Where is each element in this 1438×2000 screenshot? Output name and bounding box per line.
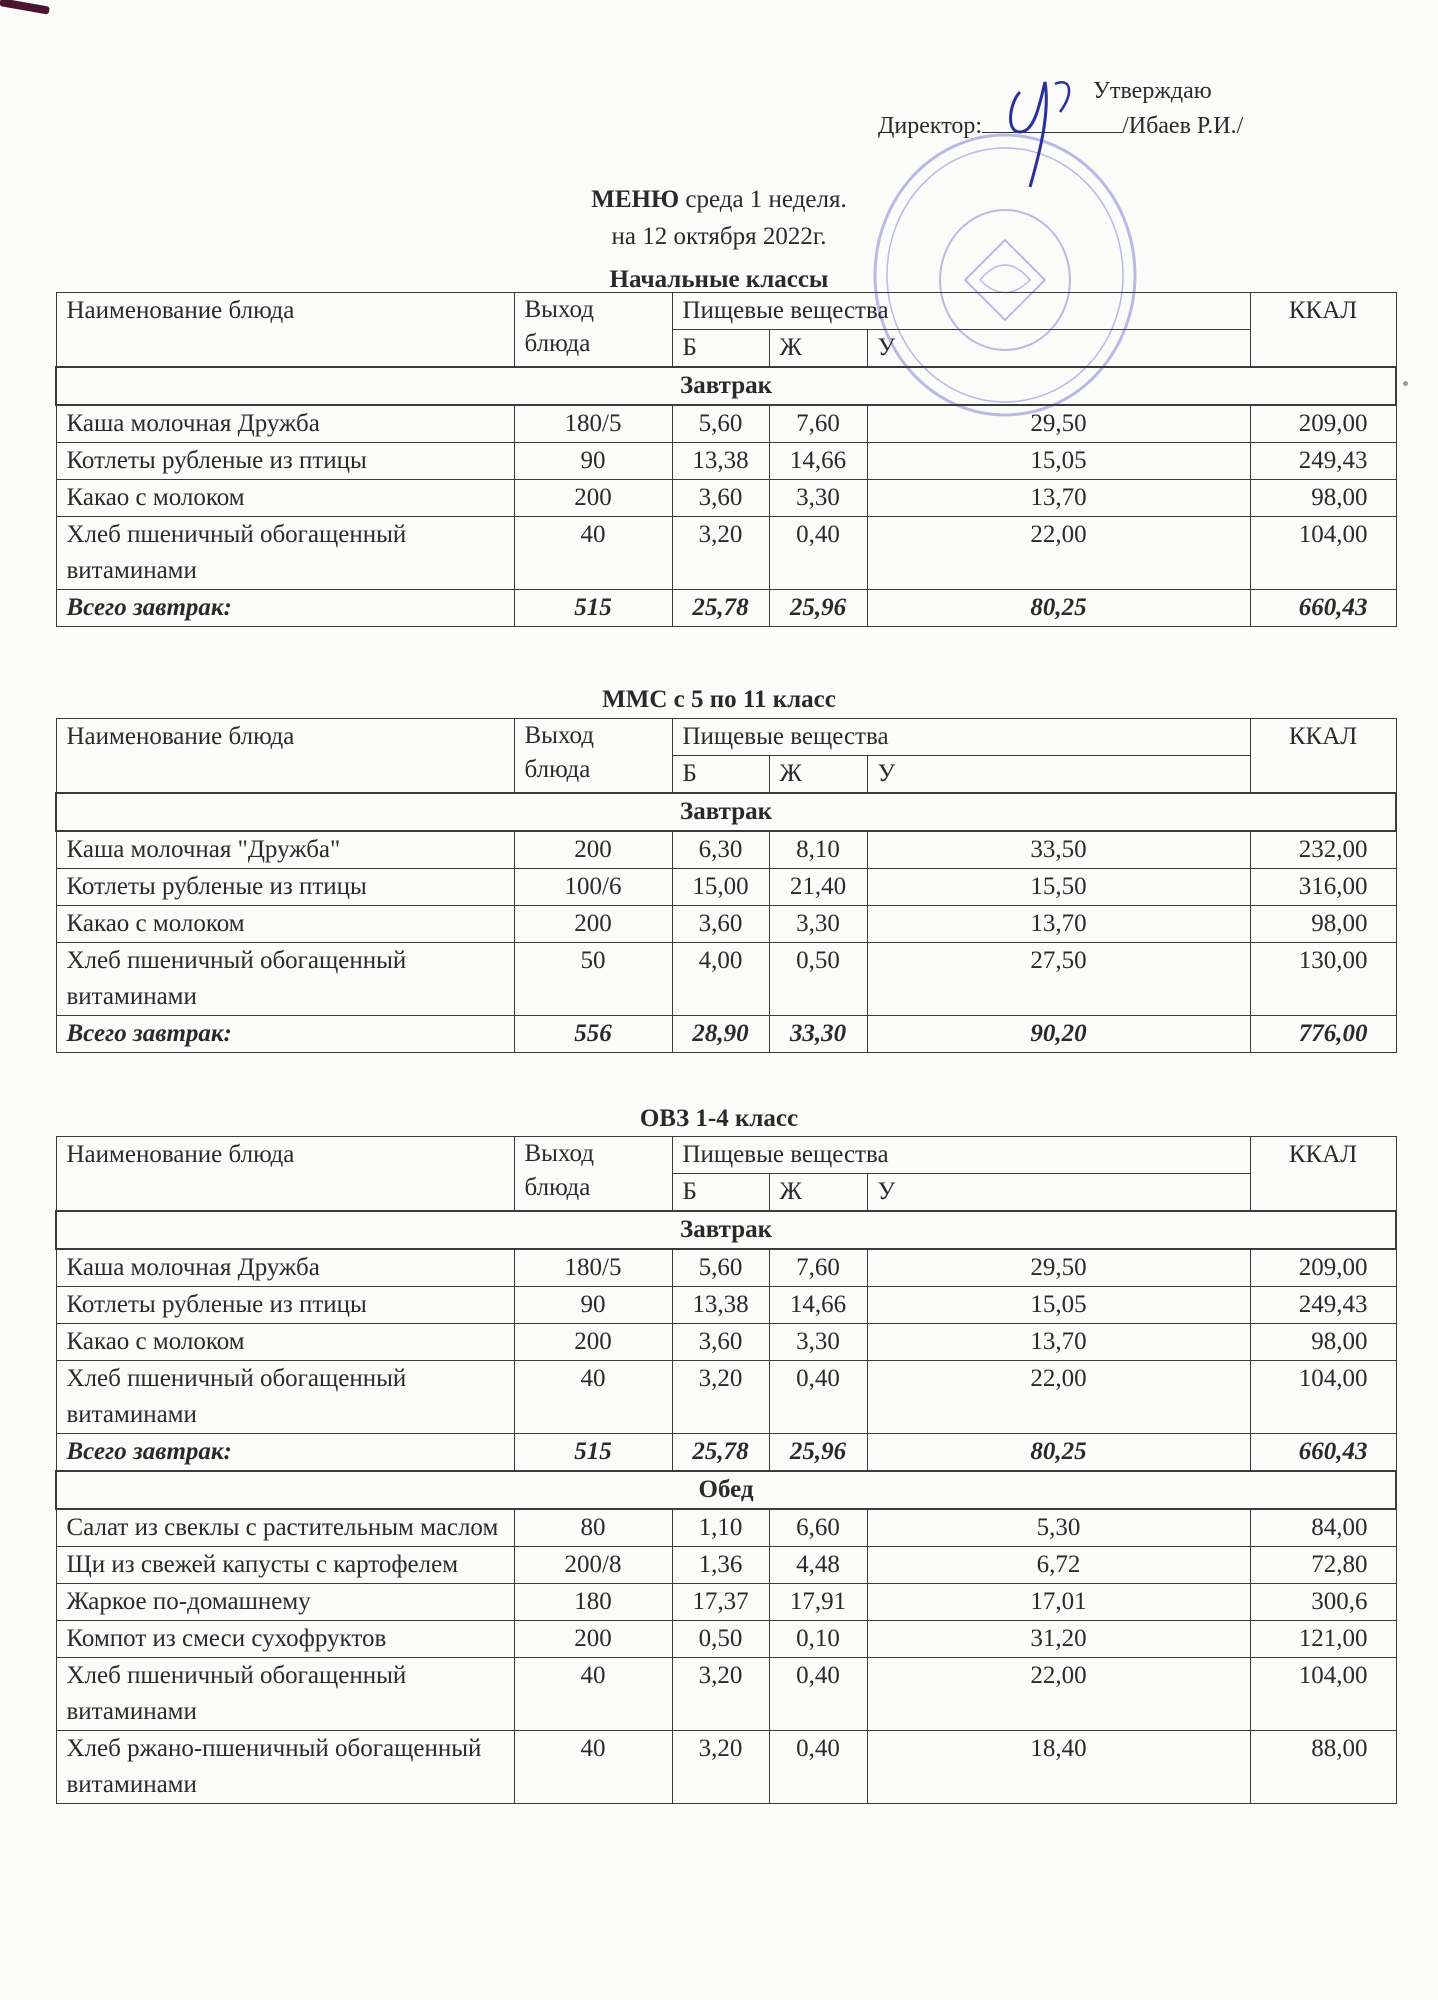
dish-name: Хлеб ржано-пшеничный обогащенный витаминами (56, 1731, 514, 1804)
table-row (56, 405, 1396, 443)
kcal-value: 209,00 (1250, 1249, 1396, 1287)
menu-date: на 12 октября 2022г. (611, 223, 827, 250)
table-row (56, 1324, 1396, 1361)
table-row (56, 1731, 1396, 1804)
col-header-nutrients: Пищевые вещества (672, 1137, 1250, 1174)
protein-value: 3,20 (672, 1658, 769, 1731)
col-header-protein: Б (672, 330, 769, 368)
col-header-carbs: У (867, 756, 1250, 794)
dish-name: Какао с молоком (56, 1324, 514, 1361)
col-header-kcal: ККАЛ (1250, 719, 1396, 794)
protein-value: 3,20 (672, 1361, 769, 1434)
dish-yield: 180/5 (514, 1249, 672, 1287)
dish-yield: 180 (514, 1584, 672, 1621)
total-label: Всего завтрак: (56, 1016, 514, 1053)
protein-value: 3,20 (672, 1731, 769, 1804)
total-yield: 515 (514, 590, 672, 627)
col-header-name: Наименование блюда (56, 1137, 514, 1212)
meal-header-row (56, 1471, 1396, 1509)
dish-name: Компот из смеси сухофруктов (56, 1621, 514, 1658)
kcal-value: 249,43 (1250, 1287, 1396, 1324)
dish-yield: 40 (514, 1361, 672, 1434)
fat-value: 7,60 (769, 405, 867, 443)
carbs-value: 27,50 (867, 943, 1250, 1016)
total-kcal: 660,43 (1250, 590, 1396, 627)
total-carbs: 80,25 (867, 1434, 1250, 1472)
kcal-value: 232,00 (1250, 831, 1396, 869)
table-row (56, 1584, 1396, 1621)
dish-name: Жаркое по-домашнему (56, 1584, 514, 1621)
col-header-fat: Ж (769, 330, 867, 368)
kcal-value: 104,00 (1250, 1658, 1396, 1731)
col-header-protein: Б (672, 1174, 769, 1212)
col-header-name: Наименование блюда (56, 719, 514, 794)
carbs-value: 13,70 (867, 480, 1250, 517)
protein-value: 1,36 (672, 1547, 769, 1584)
protein-value: 1,10 (672, 1509, 769, 1547)
dish-yield: 40 (514, 1658, 672, 1731)
col-header-fat: Ж (769, 756, 867, 794)
carbs-value: 15,05 (867, 443, 1250, 480)
kcal-value: 130,00 (1250, 943, 1396, 1016)
total-row (56, 590, 1396, 627)
dish-name: Хлеб пшеничный обогащенный витаминами (56, 1361, 514, 1434)
fat-value: 0,50 (769, 943, 867, 1016)
kcal-value: 98,00 (1250, 1324, 1396, 1361)
kcal-value: 300,6 (1250, 1584, 1396, 1621)
carbs-value: 13,70 (867, 906, 1250, 943)
kcal-value: 98,00 (1250, 480, 1396, 517)
kcal-value: 104,00 (1250, 517, 1396, 590)
dish-name: Котлеты рубленые из птицы (56, 1287, 514, 1324)
carbs-value: 15,50 (867, 869, 1250, 906)
carbs-value: 31,20 (867, 1621, 1250, 1658)
table-row (56, 480, 1396, 517)
carbs-value: 33,50 (867, 831, 1250, 869)
approval-label: Утверждаю (1093, 78, 1212, 104)
total-label: Всего завтрак: (56, 1434, 514, 1472)
col-header-name: Наименование блюда (56, 293, 514, 368)
dish-name: Каша молочная Дружба (56, 1249, 514, 1287)
total-protein: 25,78 (672, 1434, 769, 1472)
fat-value: 4,48 (769, 1547, 867, 1584)
pen-mark (0, 0, 50, 15)
meal-header-row (56, 1211, 1396, 1249)
protein-value: 3,20 (672, 517, 769, 590)
carbs-value: 22,00 (867, 1658, 1250, 1731)
protein-value: 13,38 (672, 1287, 769, 1324)
dish-yield: 80 (514, 1509, 672, 1547)
carbs-value: 17,01 (867, 1584, 1250, 1621)
total-row (56, 1434, 1396, 1472)
dish-name: Хлеб пшеничный обогащенный витаминами (56, 943, 514, 1016)
fat-value: 3,30 (769, 480, 867, 517)
dish-name: Какао с молоком (56, 480, 514, 517)
table-row (56, 1249, 1396, 1287)
carbs-value: 15,05 (867, 1287, 1250, 1324)
dish-yield: 200 (514, 1621, 672, 1658)
section-title: Начальные классы (609, 266, 829, 293)
col-header-nutrients: Пищевые вещества (672, 719, 1250, 756)
total-protein: 25,78 (672, 590, 769, 627)
dish-name: Котлеты рубленые из птицы (56, 869, 514, 906)
protein-value: 3,60 (672, 1324, 769, 1361)
fat-value: 17,91 (769, 1584, 867, 1621)
kcal-value: 98,00 (1250, 906, 1396, 943)
protein-value: 3,60 (672, 906, 769, 943)
col-header-nutrients: Пищевые вещества (672, 293, 1250, 330)
dish-name: Щи из свежей капусты с картофелем (56, 1547, 514, 1584)
menu-table (55, 292, 1397, 627)
col-header-carbs: У (867, 1174, 1250, 1212)
protein-value: 4,00 (672, 943, 769, 1016)
menu-table (55, 1136, 1397, 1804)
kcal-value: 84,00 (1250, 1509, 1396, 1547)
dish-yield: 90 (514, 1287, 672, 1324)
dish-name: Каша молочная "Дружба" (56, 831, 514, 869)
table-header-row (56, 719, 1396, 756)
dish-yield: 180/5 (514, 405, 672, 443)
table-row (56, 517, 1396, 590)
dish-yield: 40 (514, 517, 672, 590)
total-fat: 33,30 (769, 1016, 867, 1053)
table-row (56, 906, 1396, 943)
meal-title: Завтрак (56, 1211, 1396, 1249)
meal-header-row (56, 367, 1396, 405)
total-carbs: 80,25 (867, 590, 1250, 627)
menu-table (55, 718, 1397, 1053)
carbs-value: 22,00 (867, 517, 1250, 590)
total-kcal: 660,43 (1250, 1434, 1396, 1472)
dish-name: Котлеты рубленые из птицы (56, 443, 514, 480)
fat-value: 0,10 (769, 1621, 867, 1658)
dish-yield: 100/6 (514, 869, 672, 906)
table-row (56, 1621, 1396, 1658)
table-row (56, 1547, 1396, 1584)
meal-title: Завтрак (56, 793, 1396, 831)
total-kcal: 776,00 (1250, 1016, 1396, 1053)
dish-yield: 200 (514, 906, 672, 943)
protein-value: 3,60 (672, 480, 769, 517)
total-label: Всего завтрак: (56, 590, 514, 627)
carbs-value: 13,70 (867, 1324, 1250, 1361)
protein-value: 6,30 (672, 831, 769, 869)
section-title: ММС с 5 по 11 класс (602, 686, 836, 713)
protein-value: 15,00 (672, 869, 769, 906)
table-row (56, 1287, 1396, 1324)
dish-yield: 200 (514, 831, 672, 869)
col-header-yield: Выход блюда (514, 719, 672, 794)
table-header-row (56, 293, 1396, 330)
total-protein: 28,90 (672, 1016, 769, 1053)
kcal-value: 316,00 (1250, 869, 1396, 906)
dish-name: Салат из свеклы с растительным маслом (56, 1509, 514, 1547)
fat-value: 14,66 (769, 443, 867, 480)
carbs-value: 6,72 (867, 1547, 1250, 1584)
meal-header-row (56, 793, 1396, 831)
protein-value: 5,60 (672, 405, 769, 443)
director-label: Директор: (878, 113, 983, 139)
menu-title: МЕНЮ среда 1 неделя. (591, 186, 847, 213)
table-row (56, 1361, 1396, 1434)
table-header-row (56, 1137, 1396, 1174)
dish-yield: 200 (514, 480, 672, 517)
col-header-yield: Выход блюда (514, 293, 672, 368)
total-yield: 556 (514, 1016, 672, 1053)
dish-yield: 50 (514, 943, 672, 1016)
col-header-carbs: У (867, 330, 1250, 368)
scan-speck (1403, 381, 1408, 386)
table-row (56, 1509, 1396, 1547)
dish-yield: 90 (514, 443, 672, 480)
fat-value: 3,30 (769, 1324, 867, 1361)
total-row (56, 1016, 1396, 1053)
protein-value: 5,60 (672, 1249, 769, 1287)
dish-name: Каша молочная Дружба (56, 405, 514, 443)
director-name: /Ибаев Р.И./ (1122, 113, 1244, 139)
col-header-fat: Ж (769, 1174, 867, 1212)
table-row (56, 443, 1396, 480)
total-fat: 25,96 (769, 590, 867, 627)
table-row (56, 869, 1396, 906)
kcal-value: 209,00 (1250, 405, 1396, 443)
carbs-value: 29,50 (867, 1249, 1250, 1287)
col-header-kcal: ККАЛ (1250, 293, 1396, 368)
meal-title: Завтрак (56, 367, 1396, 405)
fat-value: 0,40 (769, 1658, 867, 1731)
dish-yield: 200 (514, 1324, 672, 1361)
col-header-protein: Б (672, 756, 769, 794)
carbs-value: 29,50 (867, 405, 1250, 443)
carbs-value: 18,40 (867, 1731, 1250, 1804)
table-row (56, 831, 1396, 869)
dish-yield: 200/8 (514, 1547, 672, 1584)
signature-icon (1000, 72, 1090, 192)
protein-value: 13,38 (672, 443, 769, 480)
dish-name: Какао с молоком (56, 906, 514, 943)
total-fat: 25,96 (769, 1434, 867, 1472)
fat-value: 6,60 (769, 1509, 867, 1547)
kcal-value: 104,00 (1250, 1361, 1396, 1434)
kcal-value: 88,00 (1250, 1731, 1396, 1804)
carbs-value: 5,30 (867, 1509, 1250, 1547)
total-yield: 515 (514, 1434, 672, 1472)
protein-value: 0,50 (672, 1621, 769, 1658)
meal-title: Обед (56, 1471, 1396, 1509)
fat-value: 7,60 (769, 1249, 867, 1287)
section-title: ОВЗ 1-4 класс (639, 1105, 799, 1132)
fat-value: 0,40 (769, 517, 867, 590)
dish-name: Хлеб пшеничный обогащенный витаминами (56, 1658, 514, 1731)
fat-value: 14,66 (769, 1287, 867, 1324)
col-header-yield: Выход блюда (514, 1137, 672, 1212)
total-carbs: 90,20 (867, 1016, 1250, 1053)
fat-value: 3,30 (769, 906, 867, 943)
table-row (56, 943, 1396, 1016)
dish-yield: 40 (514, 1731, 672, 1804)
fat-value: 0,40 (769, 1361, 867, 1434)
fat-value: 21,40 (769, 869, 867, 906)
kcal-value: 72,80 (1250, 1547, 1396, 1584)
col-header-kcal: ККАЛ (1250, 1137, 1396, 1212)
carbs-value: 22,00 (867, 1361, 1250, 1434)
table-row (56, 1658, 1396, 1731)
kcal-value: 249,43 (1250, 443, 1396, 480)
dish-name: Хлеб пшеничный обогащенный витаминами (56, 517, 514, 590)
protein-value: 17,37 (672, 1584, 769, 1621)
fat-value: 0,40 (769, 1731, 867, 1804)
fat-value: 8,10 (769, 831, 867, 869)
kcal-value: 121,00 (1250, 1621, 1396, 1658)
